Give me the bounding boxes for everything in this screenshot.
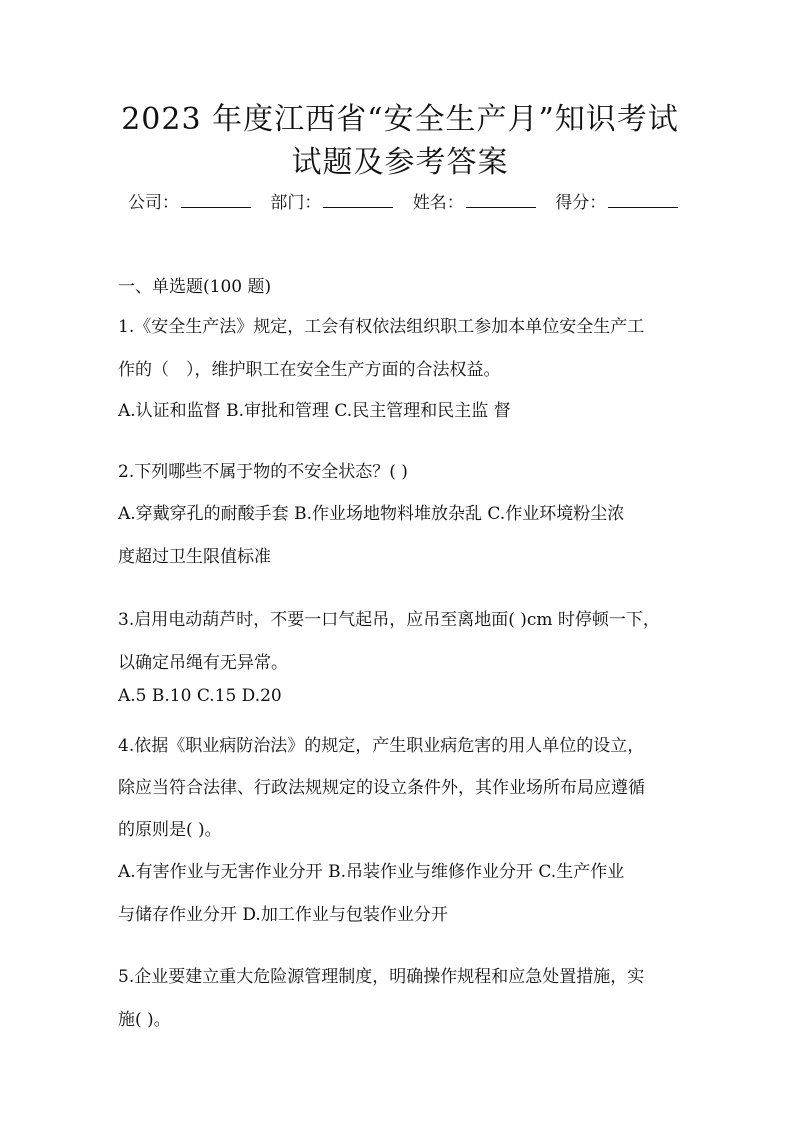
q5-stem-line-2: 施( )。	[118, 1010, 171, 1030]
score-blank	[608, 191, 678, 208]
q3-options-line-1: A.5 B.10 C.15 D.20	[118, 686, 282, 706]
q4-stem-line-3: 的原则是( )。	[118, 820, 222, 840]
q2-options-line-1: A.穿戴穿孔的耐酸手套 B.作业场地物料堆放杂乱 C.作业环境粉尘浓	[118, 504, 625, 524]
info-row	[128, 191, 688, 215]
q2-options-line-2: 度超过卫生限值标准	[118, 547, 271, 567]
name-blank	[466, 191, 536, 208]
company-field	[128, 191, 251, 215]
name-field	[413, 191, 536, 215]
q3-stem-line-1: 3.启用电动葫芦时，不要一口气起吊，应吊至离地面( )cm 时停顿一下，	[118, 610, 660, 630]
q5-stem-line-1: 5.企业要建立重大危险源管理制度，明确操作规程和应急处置措施，实	[118, 967, 645, 987]
company-blank	[181, 191, 251, 208]
score-field	[555, 191, 678, 215]
q1-options-line-1: A.认证和监督 B.审批和管理 C.民主管理和民主监 督	[118, 401, 511, 421]
name-label: 姓名：	[412, 193, 464, 213]
section-heading: 一、单选题(100 题)	[118, 277, 272, 297]
q1-stem-line-1: 1.《安全生产法》规定，工会有权依法组织职工参加本单位安全生产工	[118, 317, 645, 337]
document-title-line-1: 2023 年度江西省“安全生产月”知识考试	[121, 102, 679, 137]
q4-options-line-1: A.有害作业与无害作业分开 B.吊装作业与维修作业分开 C.生产作业	[118, 862, 625, 882]
q1-stem-line-2: 作的（ ），维护职工在安全生产方面的合法权益。	[118, 360, 501, 380]
department-blank	[323, 191, 393, 208]
q2-stem-line-1: 2.下列哪些不属于物的不安全状态？( )	[118, 462, 408, 482]
department-field	[270, 191, 393, 215]
q3-stem-line-2: 以确定吊绳有无异常。	[118, 653, 288, 673]
q4-options-line-2: 与储存作业分开 D.加工作业与包装作业分开	[118, 905, 448, 925]
q4-stem-line-1: 4.依据《职业病防治法》的规定，产生职业病危害的用人单位的设立，	[118, 736, 645, 756]
department-label: 部门：	[270, 193, 322, 213]
company-label: 公司：	[128, 193, 179, 213]
document-title-line-2: 试题及参考答案	[291, 145, 509, 180]
q4-stem-line-2: 除应当符合法律、行政法规规定的设立条件外，其作业场所布局应遵循	[118, 778, 645, 798]
score-label: 得分：	[555, 193, 607, 213]
